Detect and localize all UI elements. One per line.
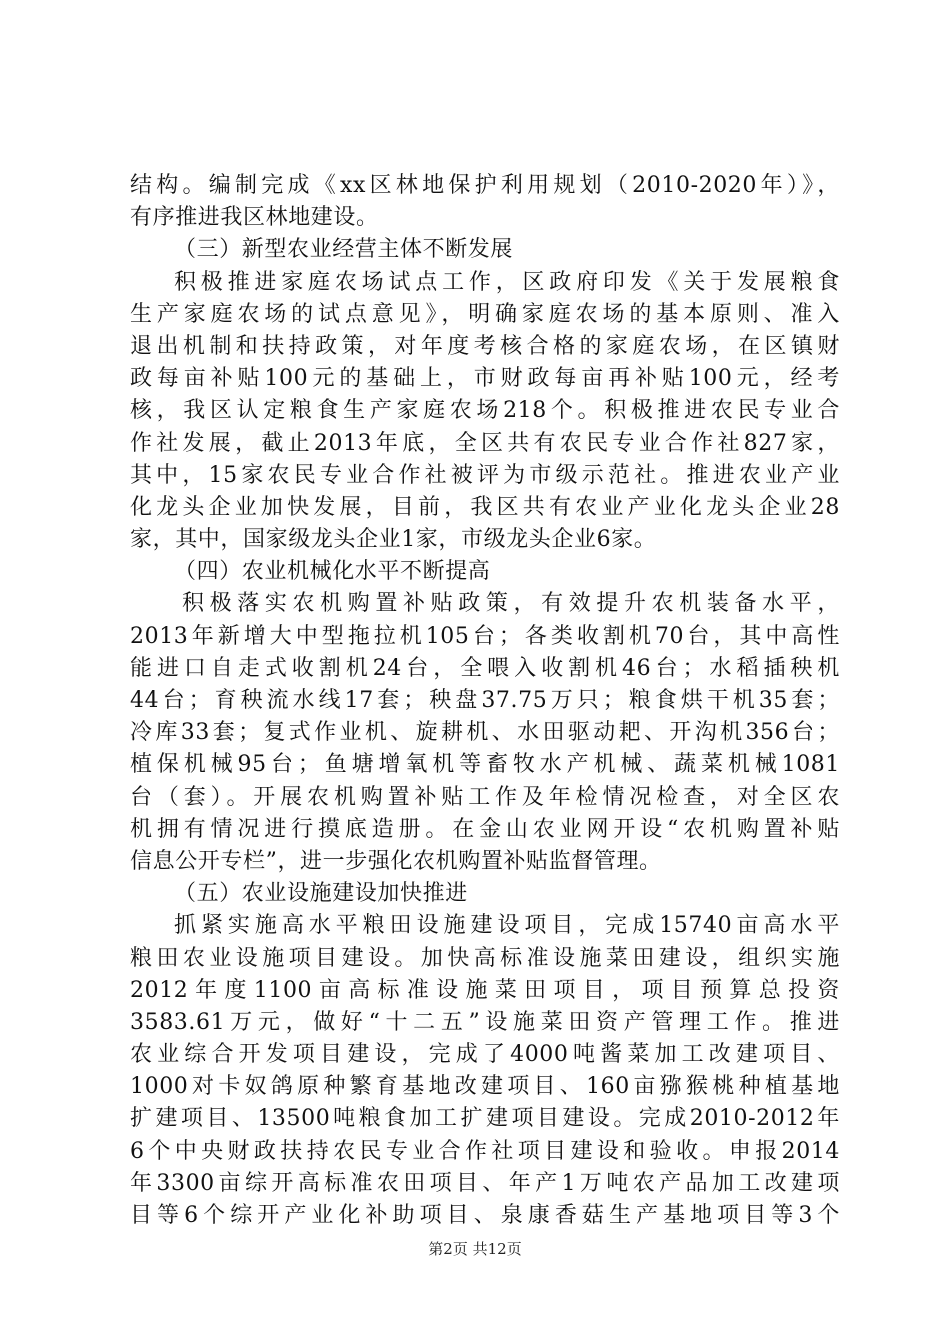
text-line: 2013年新增大中型拖拉机105台；各类收割机70台，其中高性 bbox=[130, 623, 840, 649]
text-line: 化龙头企业加快发展，目前，我区共有农业产业化龙头企业28 bbox=[130, 494, 840, 520]
text-line: 植保机械95台；鱼塘增氧机等畜牧水产机械、蔬菜机械1081 bbox=[130, 752, 840, 778]
text-line: 目等6个综开产业化补助项目、泉康香菇生产基地项目等3个 bbox=[130, 1203, 840, 1228]
text-line: 机拥有情况进行摸底造册。在金山农业网开设“农机购置补贴 bbox=[130, 816, 840, 842]
text-line: 信息公开专栏”，进一步强化农机购置补贴监督管理。 bbox=[130, 848, 662, 874]
text-line: 1000对卡奴鸽原种繁育基地改建项目、160亩猕猴桃种植基地 bbox=[130, 1074, 840, 1100]
text-line: （五）农业设施建设加快推进 bbox=[174, 881, 468, 907]
text-line: 3583.61万元，做好“十二五”设施菜田资产管理工作。推进 bbox=[130, 1009, 840, 1035]
text-line: （四）农业机械化水平不断提高 bbox=[174, 559, 491, 585]
text-line: 2012年度1100亩高标准设施菜田项目，项目预算总投资 bbox=[130, 977, 840, 1003]
text-line: 家，其中，国家级龙头企业1家，市级龙头企业6家。 bbox=[130, 527, 657, 553]
text-line: 作社发展，截止2013年底，全区共有农民专业合作社827家， bbox=[130, 430, 840, 456]
text-line: 6个中央财政扶持农民专业合作社项目建设和验收。申报2014 bbox=[130, 1138, 840, 1164]
text-line: 农业综合开发项目建设，完成了4000吨酱菜加工改建项目、 bbox=[130, 1042, 840, 1068]
text-line: 其中，15家农民专业合作社被评为市级示范社。推进农业产业 bbox=[130, 462, 840, 488]
text-line: 台（套）。开展农机购置补贴工作及年检情况检查，对全区农 bbox=[130, 784, 840, 810]
text-line: 抓紧实施高水平粮田设施建设项目，完成15740亩高水平 bbox=[174, 913, 840, 939]
text-line: 冷库33套；复式作业机、旋耕机、水田驱动耙、开沟机356台； bbox=[130, 720, 840, 746]
text-line: （三）新型农业经营主体不断发展 bbox=[174, 237, 514, 263]
text-line: 结构。编制完成《xx区林地保护利用规划（2010-2020年）》， bbox=[130, 173, 840, 198]
text-line: 政每亩补贴100元的基础上，市财政每亩再补贴100元，经考 bbox=[130, 366, 840, 392]
text-line: 积极落实农机购置补贴政策，有效提升农机装备水平， bbox=[182, 591, 840, 617]
text-line: 生产家庭农场的试点意见》，明确家庭农场的基本原则、准入 bbox=[130, 301, 840, 327]
page-footer: 第2页 共12页 bbox=[428, 1240, 522, 1258]
text-line: 年3300亩综开高标准农田项目、年产1万吨农产品加工改建项 bbox=[130, 1170, 840, 1196]
text-line: 能进口自走式收割机24台，全喂入收割机46台；水稻插秧机 bbox=[130, 655, 840, 681]
text-line: 扩建项目、13500吨粮食加工扩建项目建设。完成2010-2012年 bbox=[130, 1106, 840, 1132]
text-line: 退出机制和扶持政策，对年度考核合格的家庭农场，在区镇财 bbox=[130, 333, 840, 359]
text-line: 积极推进家庭农场试点工作，区政府印发《关于发展粮食 bbox=[174, 269, 840, 295]
text-line: 44台；育秧流水线17套；秧盘37.75万只；粮食烘干机35套； bbox=[130, 688, 840, 713]
text-line: 核，我区认定粮食生产家庭农场218个。积极推进农民专业合 bbox=[130, 398, 840, 424]
text-line: 粮田农业设施项目建设。加快高标准设施菜田建设，组织实施 bbox=[130, 945, 840, 971]
document-body bbox=[130, 170, 840, 1232]
text-line: 有序推进我区林地建设。 bbox=[130, 205, 379, 231]
